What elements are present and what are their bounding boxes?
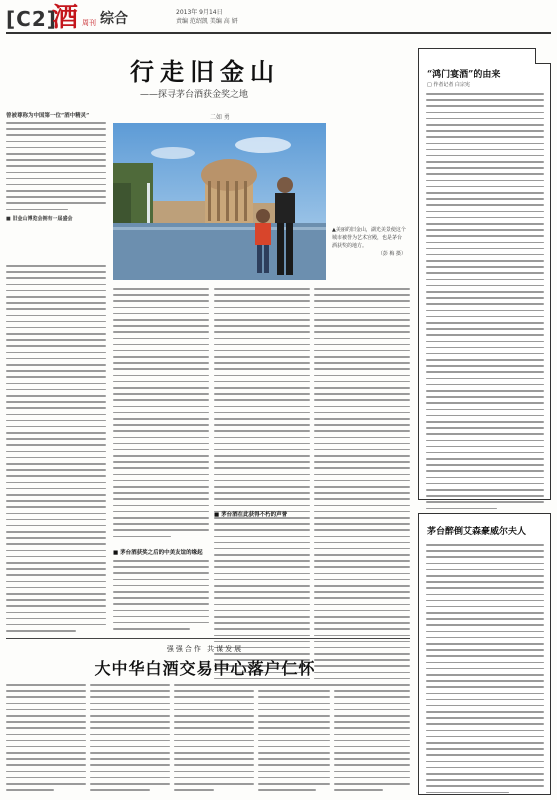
masthead xyxy=(6,4,551,34)
subheading-3: ■ 茅台酒获奖之后的中美友谊的缘起 xyxy=(113,550,203,556)
sidebar-1-title: “鸿门宴酒”的由来 xyxy=(427,70,501,80)
sidebar-1-byline: □ 作者记者 白宗宪 xyxy=(427,82,470,88)
lower-col-5 xyxy=(334,684,410,795)
palace-of-fine-arts-photo xyxy=(113,123,326,280)
body-col-2b xyxy=(113,560,209,634)
issue-date: 2013年 9月14日 xyxy=(176,9,223,16)
lower-col-2 xyxy=(90,684,170,795)
lower-col-1 xyxy=(6,684,86,795)
masthead-info xyxy=(176,8,238,26)
logo-subtitle: 周刊 xyxy=(82,19,96,27)
lower-col-4 xyxy=(258,684,330,795)
main-headline: 行走旧金山 xyxy=(130,57,280,86)
lower-headline: 大中华白酒交易中心落户仁怀 xyxy=(94,659,316,678)
main-byline: 二如 勇 xyxy=(210,114,230,121)
section-name: 综合 xyxy=(100,11,128,27)
subheading-2: ■ 茅台酒在此获得不朽的声誉 xyxy=(214,512,288,518)
photo-caption: ▲美丽的旧金山，湖光美景使这个城市被誉为艺术宫殿，也是茅台酒获奖的地方。 （彭 梅 摄） xyxy=(332,227,406,257)
lead-text xyxy=(6,122,106,210)
sidebar-box-hongmen-wine xyxy=(418,48,551,500)
body-col-2 xyxy=(113,288,209,542)
sidebar-1-text xyxy=(426,93,544,514)
sidebar-box-eisenhower xyxy=(418,513,551,795)
sidebar-2-text xyxy=(426,544,544,798)
page-number: [C2] xyxy=(6,7,57,31)
lower-col-3 xyxy=(174,684,254,795)
body-col-3 xyxy=(214,288,310,690)
body-col-4 xyxy=(314,288,410,690)
lead-column xyxy=(6,112,106,223)
lead-subheading-1: ■ 旧金山博览会拥有一届盛会 xyxy=(6,215,73,222)
body-col-1 xyxy=(6,265,106,636)
editors-line: 责编 范绍凯 美编 高 妍 xyxy=(176,18,238,25)
section-divider xyxy=(6,638,410,639)
lead-title: 曾被尊称为中国第一位“酒中精灵” xyxy=(6,113,90,119)
wine-weekly-logo: 酒 xyxy=(52,3,79,33)
main-subheadline: ——探寻茅台酒获金奖之地 xyxy=(140,90,249,100)
folded-corner-ornament xyxy=(535,48,551,64)
sidebar-2-title: 茅台醉倒艾森豪威尔夫人 xyxy=(427,527,527,537)
photo-credit: （彭 梅 摄） xyxy=(377,251,406,257)
lower-kicker: 强强合作 共谋发展 xyxy=(166,645,244,653)
